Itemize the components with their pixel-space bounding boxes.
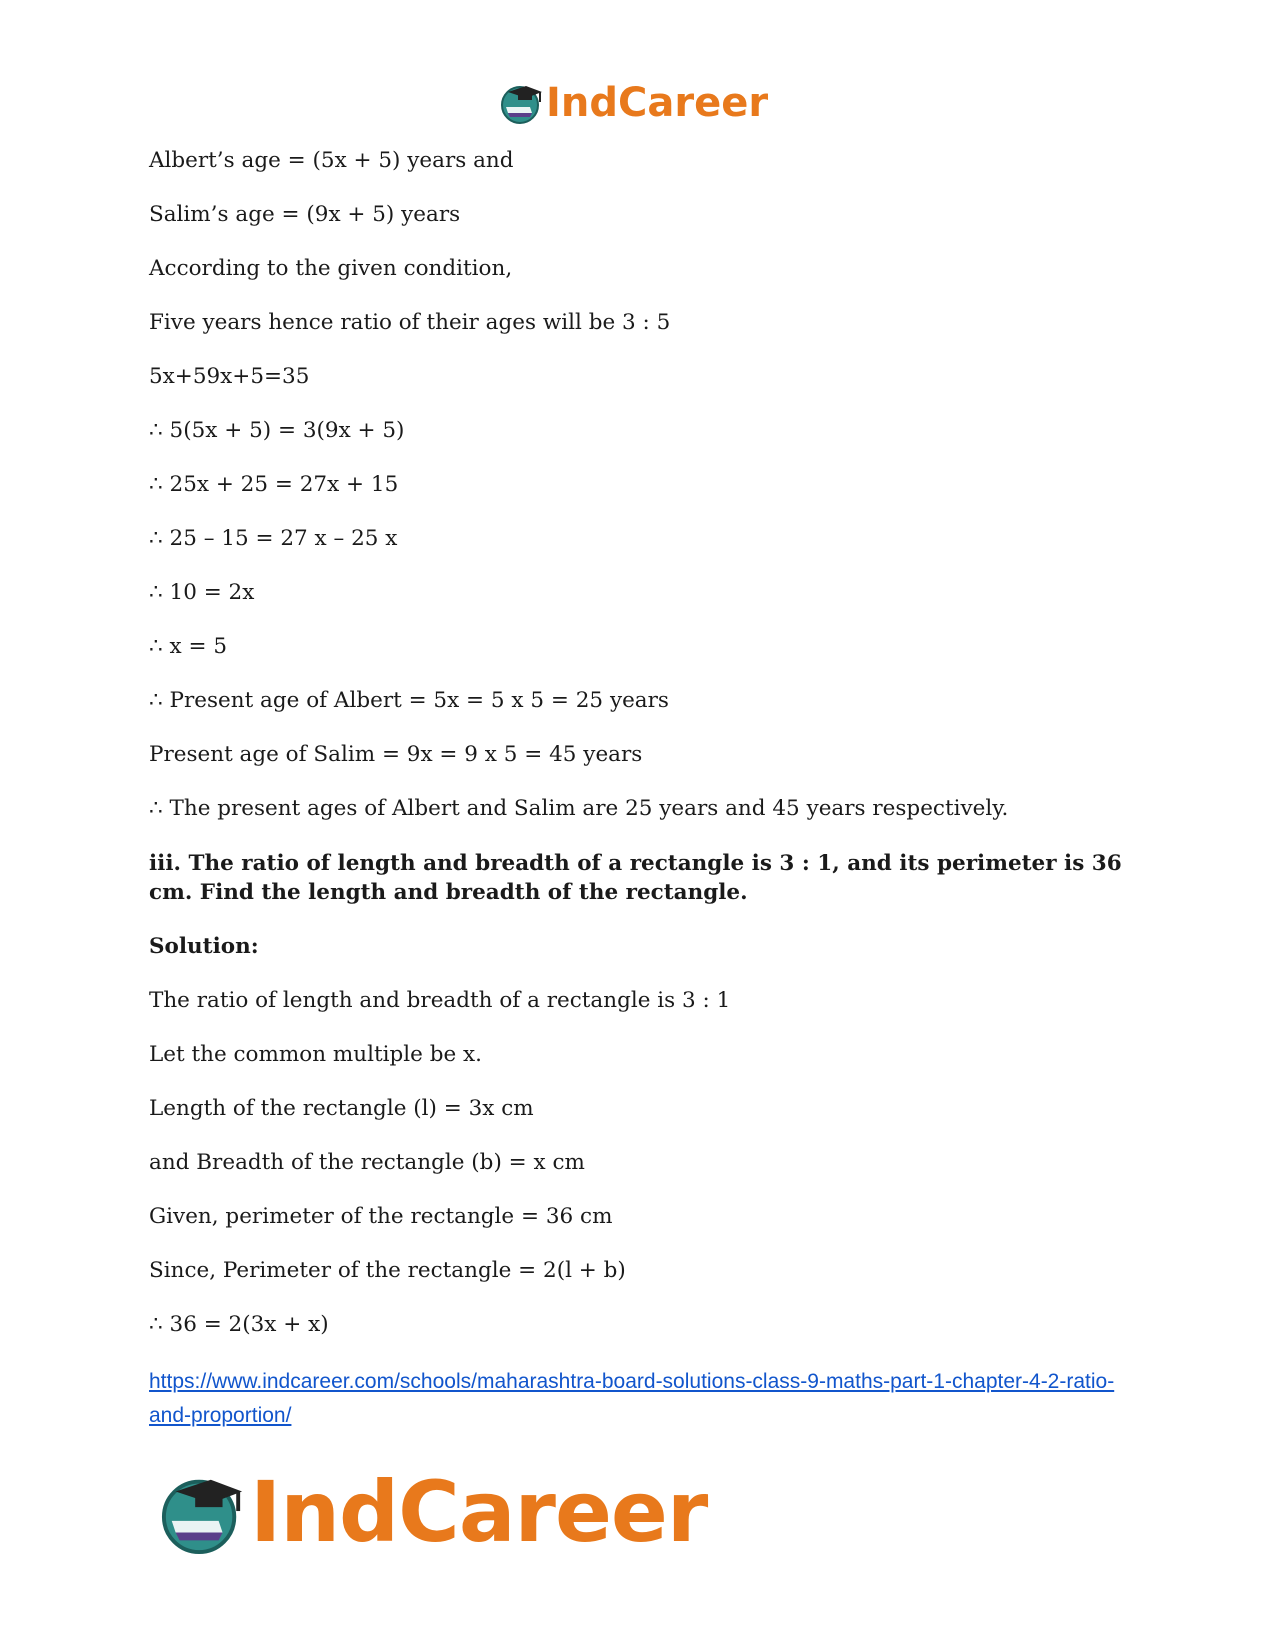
text-line: ∴ 5(5x + 5) = 3(9x + 5) xyxy=(149,418,405,443)
footer-logo xyxy=(160,1465,707,1560)
source-link[interactable]: https://www.indcareer.com/schools/maharashtra-board-solutions-class-9-maths-part-1-chapter-4-2-ratio-and-proportion/ xyxy=(149,1370,1115,1427)
solution-line: ∴ 36 = 2(3x + x) xyxy=(149,1312,329,1337)
header-logo-text: IndCareer xyxy=(546,80,769,126)
text-line: ∴ 25 – 15 = 27 x – 25 x xyxy=(149,526,398,551)
solution-line: and Breadth of the rectangle (b) = x cm xyxy=(149,1150,585,1175)
text-line: According to the given condition, xyxy=(149,256,513,281)
solution-line: Let the common multiple be x. xyxy=(149,1042,483,1067)
solution-line: Length of the rectangle (l) = 3x cm xyxy=(149,1096,534,1121)
text-line: Salim’s age = (9x + 5) years xyxy=(149,202,461,227)
text-line: Albert’s age = (5x + 5) years and xyxy=(149,148,514,173)
globe-graduation-cap-icon xyxy=(500,80,544,126)
text-line: ∴ The present ages of Albert and Salim are 25 years and 45 years respectively. xyxy=(149,796,1009,821)
text-line: ∴ 25x + 25 = 27x + 15 xyxy=(149,472,399,497)
solution-line: Given, perimeter of the rectangle = 36 cm xyxy=(149,1204,613,1229)
document-body xyxy=(149,147,1139,1433)
text-line: ∴ Present age of Albert = 5x = 5 x 5 = 25 years xyxy=(149,688,669,713)
solution-line: The ratio of length and breadth of a rectangle is 3 : 1 xyxy=(149,988,731,1013)
footer-logo-text: IndCareer xyxy=(250,1463,708,1561)
text-line: 5x+59x+5=35 xyxy=(149,364,310,389)
question-heading: iii. The ratio of length and breadth of a rectangle is 3 : 1, and its perimeter is 36 cm. Find the length and breadth of the rectangle. xyxy=(149,851,1122,905)
text-line: Present age of Salim = 9x = 9 x 5 = 45 years xyxy=(149,742,643,767)
text-line: Five years hence ratio of their ages will be 3 : 5 xyxy=(149,310,671,335)
solution-label: Solution: xyxy=(149,934,259,959)
solution-line: Since, Perimeter of the rectangle = 2(l + b) xyxy=(149,1258,626,1283)
text-line: ∴ 10 = 2x xyxy=(149,580,255,605)
text-line: ∴ x = 5 xyxy=(149,634,228,659)
globe-graduation-cap-icon xyxy=(160,1467,246,1559)
header-logo xyxy=(500,80,768,126)
